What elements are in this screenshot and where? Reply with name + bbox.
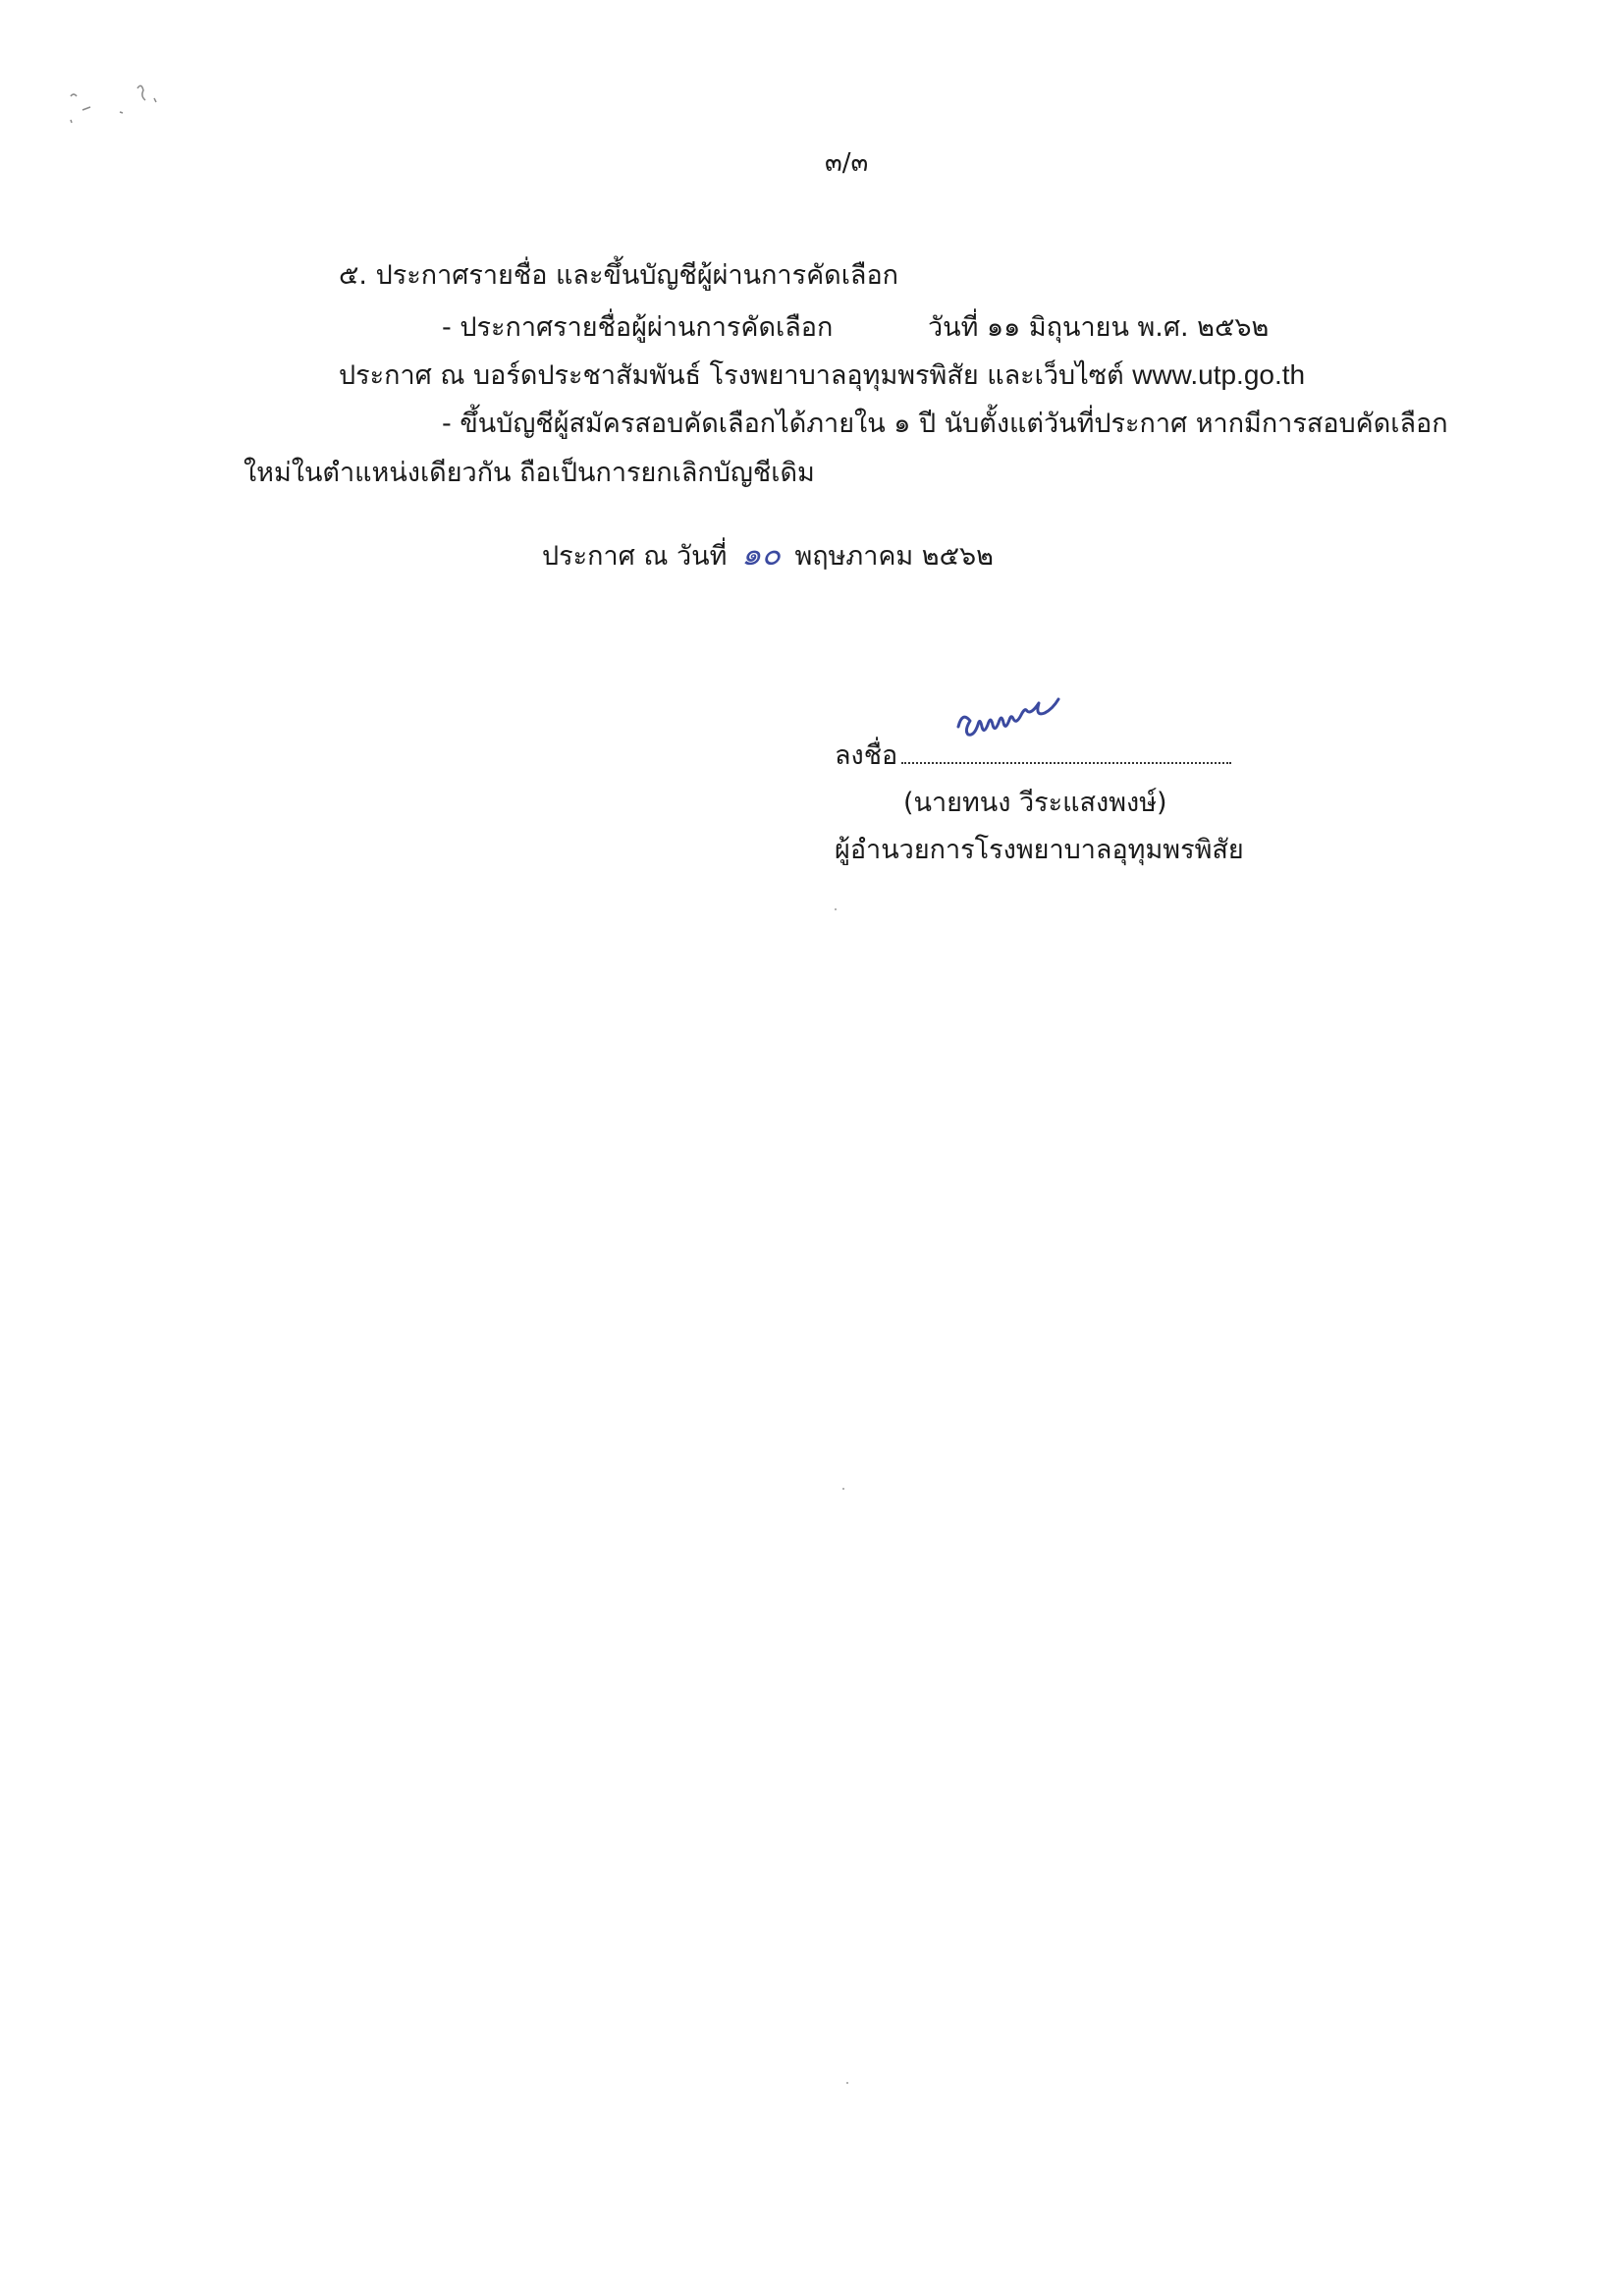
announcement-date-line <box>542 536 994 574</box>
scan-artifact-mark <box>61 69 169 128</box>
website-url: www.utp.go.th <box>1132 359 1306 390</box>
page-number: ๓/๓ <box>825 148 869 178</box>
scan-speck <box>835 908 837 910</box>
dated-prefix: ประกาศ ณ วันที่ <box>542 541 728 572</box>
dated-month-year: พฤษภาคม ๒๕๖๒ <box>794 541 994 572</box>
signer-name: (นายทนง วีระแสงพงษ์) <box>903 788 1167 818</box>
scan-speck <box>846 2082 848 2084</box>
announce-item: - ประกาศรายชื่อผู้ผ่านการคัดเลือก <box>442 312 834 343</box>
handwritten-day: ๑๐ <box>741 535 781 573</box>
announce-location <box>339 357 1305 394</box>
section-heading: ๕. ประกาศรายชื่อ และขึ้นบัญชีผู้ผ่านการคัดเลือก <box>339 260 899 291</box>
list-validity-item: - ขึ้นบัญชีผู้สมัครสอบคัดเลือกได้ภายใน ๑ ปี นับตั้งแต่วันที่ประกาศ หากมีการสอบคัดเลือก <box>442 409 1448 439</box>
signature-dotted-line <box>901 738 1231 764</box>
signer-position: ผู้อำนวยการโรงพยาบาลอุทุมพรพิสัย <box>835 835 1244 865</box>
sign-label: ลงชื่อ <box>835 740 898 771</box>
signature-line <box>835 738 1231 774</box>
announce-location-text: ประกาศ ณ บอร์ดประชาสัมพันธ์ โรงพยาบาลอุทุมพรพิสัย และเว็บไซต์ <box>339 360 1124 391</box>
announce-row <box>442 310 1270 346</box>
list-validity-item-continued: ใหม่ในตำแหน่งเดียวกัน ถือเป็นการยกเลิกบัญชีเดิม <box>244 458 815 488</box>
announce-date: วันที่ ๑๑ มิถุนายน พ.ศ. ๒๕๖๒ <box>928 312 1270 343</box>
scan-speck <box>842 1488 844 1490</box>
